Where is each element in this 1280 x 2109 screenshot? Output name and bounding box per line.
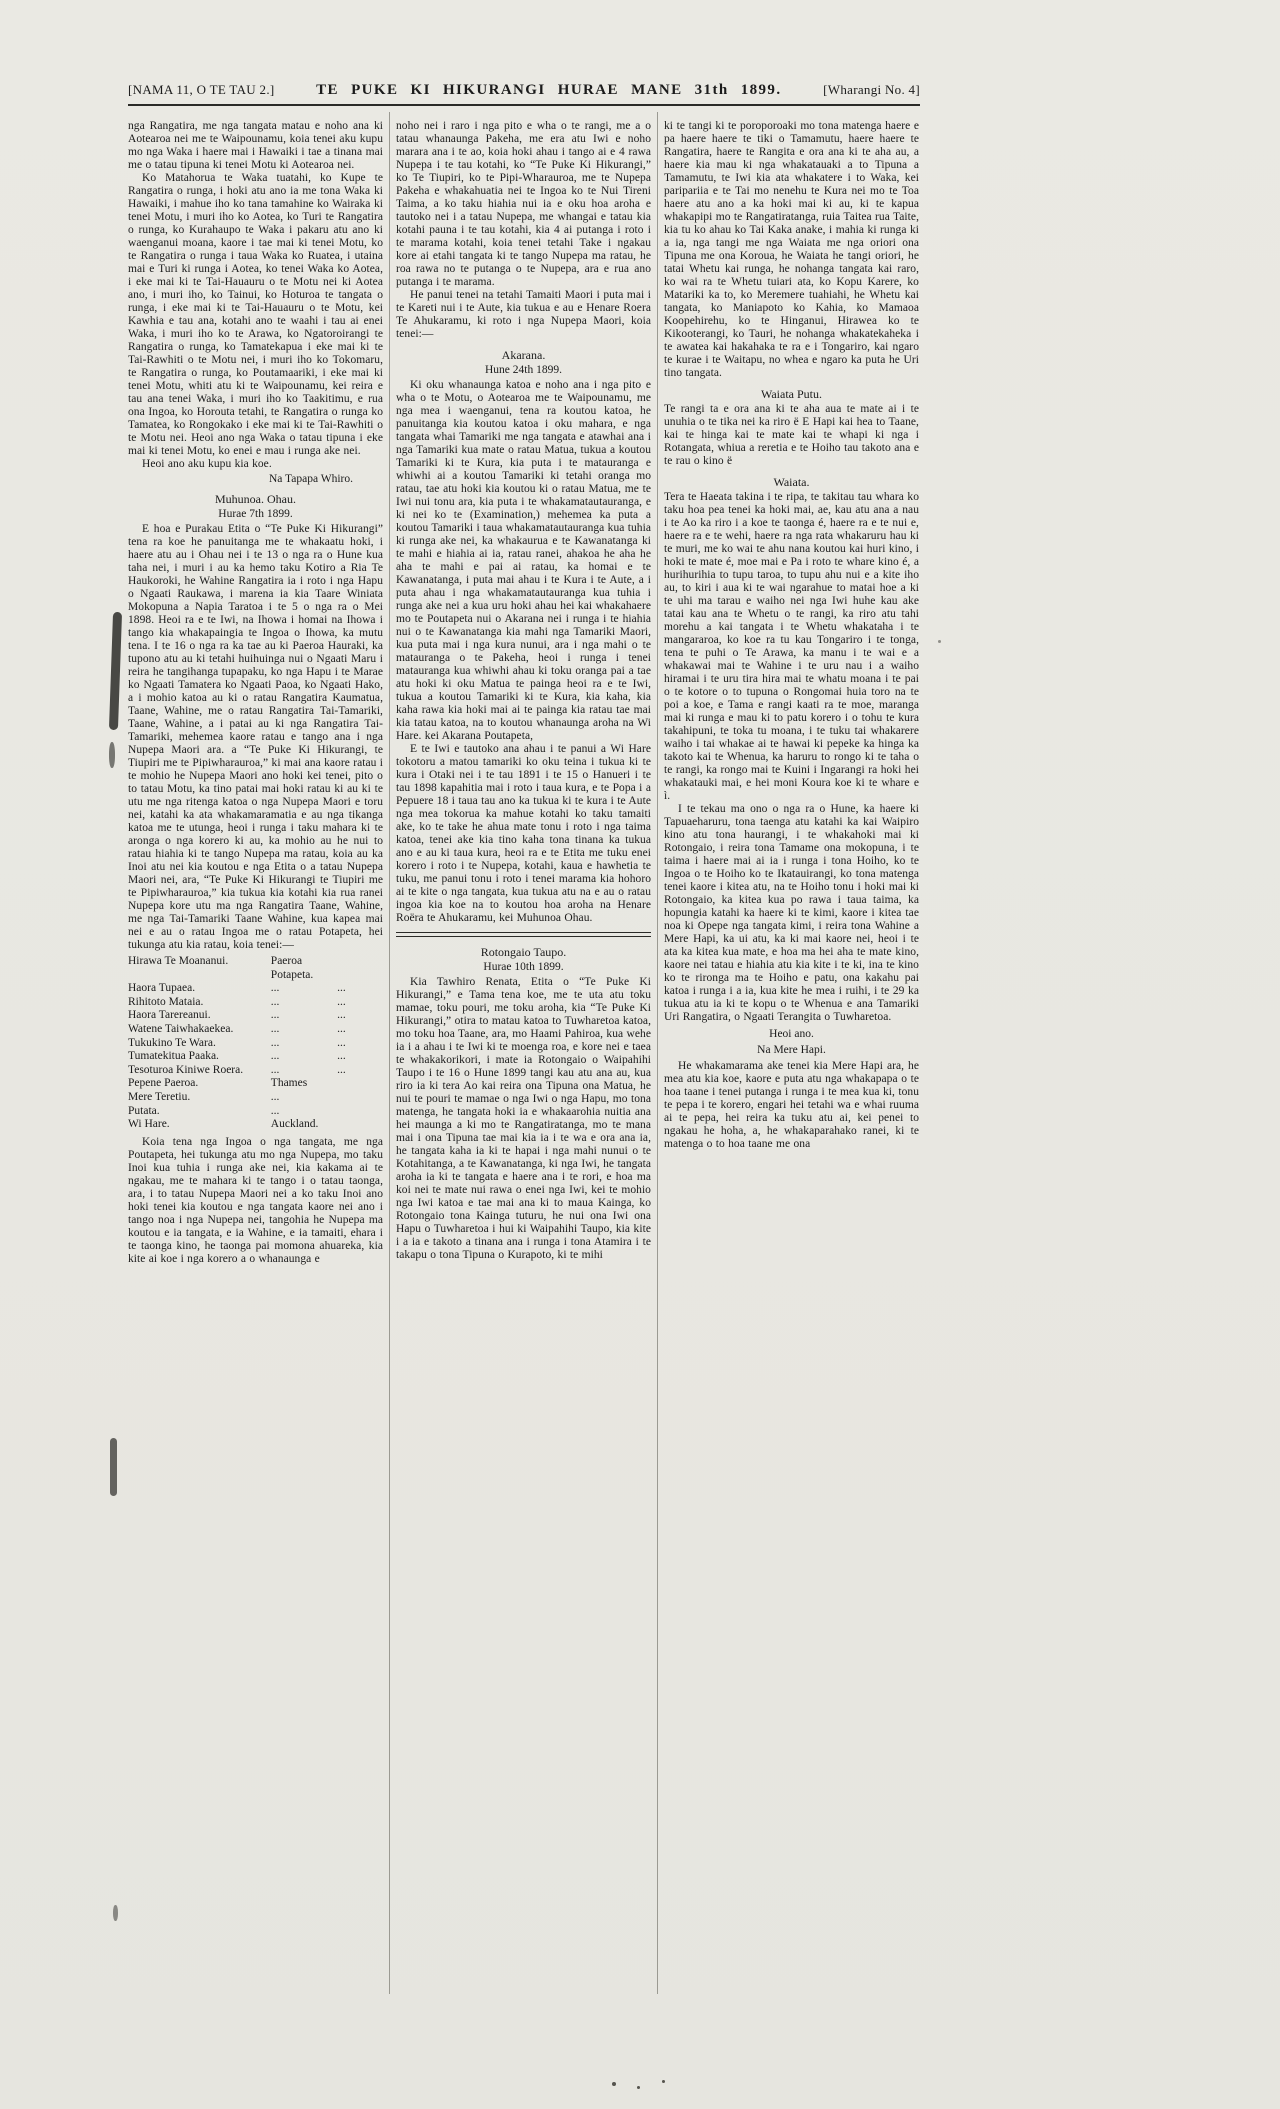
centered-line: Na Mere Hapi. [757, 1044, 826, 1056]
paragraph: Ki oku whanaunga katoa e noho ana i nga pito e wha o te Motu, o Aotearoa me te Waipounamu, me nga mea i waenganui, tena ra koutou katoa, he panuitanga kia koutou katoa i oku mahara, e nga tangata whai Tamariki me nga tangata e atawhai ana i nga Tamariki kua mate o ratau Matua, tukua a koutou Tamariki ki te Kura, kia puta i te matauranga e whiwhi ai a koutou Tamariki ki tetahi oranga mo ratau, tae atu hoki kia koutou ki o ratau Matua, me te Iwi nui tonu ara, kia puta i te whakamatautauranga, e ki nei ko te (Examination,) mehemea ka puta a koutou Tamariki i taua whakamatautauranga kua tuhia ki runga ake nei, ka whakaurua e te Kawanatanga ki te mahi e hiahia ai ia, ratau ranei, ahakoa he aha he aha te mahi e pai ai ratau, ka homai e te Kawanatanga, i puta mai ahau i te Kura i te Aute, a i puta ahau i nga whakamatautauranga kua tuhia i runga ake nei a kua uru hoki ahau hei kai whakahaere mo te Poutapeta nui o Akarana nei i runga i te hiahia nui o te Kawanatanga kia mahi nga Tamariki Maori, kua puta mai i nga kura nunui, ara i nga mahi o te matauranga o te Pakeha, heoi i runga i tenei matauranga kua whiwhi ahau ki toku oranga pai a tae atu hoki ki oku Matua te painga heoi ra e te Iwi, tukua a koutou Tamariki ki te Kura, kia kaha, kia kaha rawa kia hoki mai ai te painga kia ratau tae mai kia tatau katoa, na to koutou whanaunga aroha na Wi Hare. kei Akarana Poutapeta, [396, 379, 651, 742]
scan-artifact [113, 1905, 118, 1921]
columns [128, 112, 920, 1994]
paragraph: Ko Matahorua te Waka tuatahi, ko Kupe te Rangatira o runga, i hoki atu ano ia me tona Waka ki Hawaiki, i mahue iho ko tana tamahine ko Wairaka ki tenei Motu, i muri iho ko Aotea, ko Turi te Rangatira o runga, ko Kurahaupo te Waka i pakaru atu ano ki waenganui moana, kaore i tae mai ki tenei Motu, ko te Rangatira o runga i taua Waka ko Ruatea, i utaina mai e Turi ki runga i Aotea, ko tenei Waka ko Aotea, i eke mai ki te Tai-Hauauru o te Motu nei ki Aotea ano, i muri iho, ko Tainui, ko Hoturoa te tangata o runga, i eke mai ki te Tai-Hauauru o te Motu, kei Kawhia e tau ana, kotahi ano te waahi i tau ai enei Waka, i muri iho ko te Arawa, ko Ngatoroirangi te Rangatira o runga, ko Tamatekapua i eke mai ki te Tai-Rawhiti o te Motu nei, i muri iho ko Tokomaru, te Rangatira o runga, ko Poutamaariki, i eke mai ki tenei Motu, whiti atu ki te Waipounamu, kei reira e tau ana tenei Waka, i muri iho ko Taakitimu, e rua ona Ingoa, ko Horouta tetahi, te Rangatira o runga ko Tamatea, ko Rongokako i eke mai ki te Tai-Rawhiti o te Motu nei. Heoi ano nga Waka o tatau tipuna i eke mai ki tenei Motu, ko enei e mau i runga ake nei. [128, 172, 383, 457]
list-cell: Tukukino Te Wara. [128, 1036, 216, 1049]
scan-speck [612, 2082, 616, 2086]
list-row [128, 1077, 383, 1091]
list-row [128, 996, 383, 1010]
section-heading: Muhunoa. Ohau. [215, 492, 296, 506]
column-rule [389, 112, 390, 1994]
list-row [128, 1105, 383, 1119]
list-cell: ... [270, 982, 280, 995]
list-cell: Thames [270, 1077, 308, 1090]
name-list [128, 955, 383, 1132]
masthead [128, 82, 920, 106]
scan-artifact [109, 612, 122, 730]
paragraph: Tera te Haeata takina i te ripa, te takitau tau whara ko taku hoa pea tenei ka hoki mai, ae, kau atu ana a nau i te Ao ka riro i a koe te taonga é, haere ra e te nui e, haere ra e te wehi, haere ra nga rata whakaruru hau ki te muri, me ko wai te ahu nana koutou kai huri kino, i hoki te mate é, moe mai e Pa i roto te whare kino é, a hurihurihia to tupu taroa, to tupu ahu nui e a kite iho au, to kiri i aua ki te wai ngarahue to matai hoe a ki te uhi ma tarau e waiho nei nga Iwi huhe kau ake tatai kau ana te Whetu o te rangi, ka riro atu tahi morehu a kai tangata i te Whetu whakataha i te mangararoa, ko koe ra tu kau Tongariro i te tonga, tena te puhi o Te Arawa, ka manu i te wai e a whakawai mai te Wahine i te uru nau i a waiho hiramai i te uru tira hira mai te whatu moana i te pai o te kotore o to tupuna o Rongomai huia toro na te poi a koe, e Tama e rangi kaati ra te moe, maranga mai ki runga e mau ki to patu korero i o tohu te kura takahipuni, te toka tu moana, i te tuku tai whakarere waiho i tai whakae ai te hawai ki pepeke ka hinga ka takoto kai te Whenua, ka haruru to rongo ki te taha o te rangi, ka rongo mai te Kuini i Ingarangi ra hoki hei whakatauki mai, e hei moni Koura koe ki te whare e ì. [664, 491, 919, 802]
paragraph: nga Rangatira, me nga tangata matau e noho ana ki Aotearoa nei me te Waipounamu, koia tenei aku kupu mo nga Waka i haere mai i Hawaiki i tae a tinana mai me o tatau tipuna ki tenei Motu ki Aotearoa nei. [128, 120, 383, 171]
section-heading: Akarana. [501, 348, 546, 362]
list-cell: Haora Tarereanui. [128, 1009, 211, 1022]
column-2 [396, 112, 651, 1262]
list-cell: ... [270, 1063, 280, 1076]
list-cell: Hirawa Te Moananui. [128, 955, 229, 967]
list-row [128, 1009, 383, 1023]
list-cell: Tumatekitua Paaka. [128, 1050, 219, 1063]
paragraph: Te rangi ta e ora ana ki te aha aua te mate ai i te unuhia o te tika nei ka riro ë E Hapi kai hea to Taane, kai te hinga kai te mate kai te whapi ki nga i Rotangata, whiua a reretia e te Hoiho tau takoto ana e te rau o kino ë [664, 403, 919, 467]
list-cell: Putata. [128, 1104, 160, 1117]
list-cell: ... [337, 1022, 346, 1035]
list-cell: Mere Teretiu. [128, 1090, 191, 1103]
list-cell: ... [270, 1104, 280, 1117]
list-cell: Tesoturoa Kiniwe Roera. [128, 1063, 244, 1076]
list-cell [337, 1118, 383, 1132]
list-cell: ... [270, 995, 280, 1008]
list-cell: ... [337, 1009, 346, 1022]
page-number: [Wharangi No. 4] [823, 82, 920, 97]
dateline: Hurae 7th 1899. [218, 508, 293, 520]
list-cell: Rihitoto Mataia. [128, 995, 204, 1008]
list-cell: Wi Hare. [128, 1118, 170, 1131]
list-cell [337, 955, 383, 982]
paragraph: I te tekau ma ono o nga ra o Hune, ka haere ki Tapuaeharuru, tona taenga atu katahi ka kai Waipiro kino atu tona haurangi, i te whakahoki mai ki Rotongaio, i reira tona Tamame ona mokopuna, i te taima i haere mai ai ia i runga i tona Hoiho, ko te Ingoa o te Hoiho ko te Ikatauirangi, ko tona matenga tenei kaore i kitea atu, na te Hoiho tonu i hoki mai ki Rotongaio, ka kitea kua po rawa i taua taima, ka hopungia katahi ka haere ki te kimi, kaore i kitea tae noa ki Opepe nga tangata kimi, i reira tona Wahine a Mere Hapi, ka ui atu, ka ki mai kaore nei, heoi i te ata ka kitea kua mate, e hoa ma hei aha te mate kino, kaore nei tatau e hiahia atu kia kite i te ki, ina te kino ko te rironga ma te Hoiho e patu, ona kakahu pai katoa i runga i a ia, kua kite he mea i ruihi, i te 29 ka tukua atu ia ki te kopu o te Whenua e ana Tamariki Uri Rangatira, o Ngaati Terangita o Tuwharetoa. [664, 803, 919, 1023]
list-cell: Haora Tupaea. [128, 982, 196, 995]
list-cell: ... [337, 1050, 346, 1063]
newspaper-title: TE PUKE KI HIKURANGI HURAE MANE 31th 1899. [316, 82, 782, 98]
list-row [128, 1023, 383, 1037]
scan-artifact [110, 1438, 117, 1496]
scan-speck [662, 2080, 665, 2083]
list-cell: ... [337, 1063, 346, 1076]
list-row [128, 982, 383, 996]
scan-artifact [109, 742, 115, 768]
dateline: Hurae 10th 1899. [483, 961, 564, 973]
list-cell [337, 1077, 383, 1091]
list-row [128, 1050, 383, 1064]
paragraph: ki te tangi ki te poroporoaki mo tona matenga haere e pa haere haere te tiki o Tamamutu, haere haere te Rangatira, haere te Rangita e ora ana ki te aha au, a haere kia mau ki nga whakatauaki a to Tipuna a Tamamutu, te Iwi kia ata whakatere i to Waka, kei paripariia e te Tai mo nenehu te Kura nei mo te Toa haere atu ano a ka hoki mai ki au, ki te kapua whakapipi mo te Rangatiratanga, ruia Taitea rua Taite, kia tu ko ahau ko Tai Kaka anake, i mahia ki runga ki a ia, nga tangi me nga Waiata me nga oriori ona Tipuna me ona Koroua, he Waiata he tangi oriori, he tatai Whetu kai runga, he nohanga tangata kai raro, ko wai ra te Whetu tuiari ata, ko Kopu Karere, ko Matariki ka to, ko Meremere tuahiahi, he Whetu kai tangata, ko Maniapoto ko Kahia, ko Mamaoa Koopehirehu, ko te Hinganui, Hirawea ko te Kikooterangi, ko Tauri, he nohanga whakatekaheka i te awatea kai hakahaka te ra e i Tongariro, kai ngaro te kurae i te Waitapu, no whea e ngaro ka puta he Uri tino tangata. [664, 120, 919, 379]
paragraph: noho nei i raro i nga pito e wha o te rangi, me a o tatau whanaunga Pakeha, me era atu Iwi e noho marara ana i te ao, koia hoki ahau i tango ai e 4 rawa Nupepa i te tau kotahi, ko “Te Puke Ki Hikurangi,” ko Te Tiupiri, ko te Pipi-Wharauroa, me te Nupepa Pakeha e whakahuatia nei te Ingoa ko te Nui Tireni Taima, a ko taku hiahia nui ia e oku hoa aroha e tautoko nei i a tatau Nupepa, me whangai e tatau kia kotahi pauna i te tau kotahi, kia 4 ai putanga i roto i te marama kotahi, koia tenei tetahi Take i ngakau kore ai etahi tangata ki te tango Nupepa ma ratau, he roa rawa no te putanga o te Nupepa, ara e rua ano putanga i te marama. [396, 120, 651, 288]
list-cell: Pepene Paeroa. [128, 1077, 199, 1090]
dateline: Hune 24th 1899. [485, 364, 562, 376]
paragraph: He whakamarama ake tenei kia Mere Hapi ara, he mea atu kia koe, kaore e puta atu nga whakapapa o te hoa taane i tenei putanga i runga i te mea kua ki, tonu te pepa i te korero, engari hei tetahi wa e whai ruuma ai te pepa, hei reira ka tuku atu ai, kei penei to ngakau he hoha, a, he whakaparahako ranei, ki te matenga o to hoa taane me ona [664, 1060, 919, 1150]
list-row [128, 1091, 383, 1105]
list-cell: ... [270, 1009, 280, 1022]
list-cell: Watene Taiwhakaekea. [128, 1022, 234, 1035]
column-3 [664, 112, 919, 1151]
paragraph: E te Iwi e tautoko ana ahau i te panui a Wi Hare tokotoru a matou tamariki ko oku teina i tukua ki te kura i Otaki nei i te tau 1891 i te 15 o Hanueri i te tau 1898 kapahitia mai i roto i taua kura, e te Popa i a Pepuere 18 i taua tau ano ka tukua ki te kura i te Aute nga mea tokorua ka mahue kotahi ko taku tamaiti ake, ko te take he ahua mate tonu i roto i nga taima katoa, tenei ake kia tino kaha tona tinana ka tukua ano e au ki taua kura, heoi ra e te Etita me tuku enei korero i roto i te Nupepa, kotahi, kaua e hawhetia te tuku, me panui tonu i roto i tenei marama kia hohoro ai te kite o nga tangata, kua tukua atu na e au o ratau ingoa kia koe na to koutou hoa aroha na Henare Roëra te Ahukaramu, kei Muhunoa Ohau. [396, 743, 651, 924]
section-heading: Rotongaio Taupo. [480, 945, 567, 959]
list-cell: Auckland. [270, 1118, 319, 1131]
list-cell: ... [337, 982, 346, 995]
list-cell: ... [270, 1090, 280, 1103]
list-cell [337, 1091, 383, 1105]
list-row [128, 1037, 383, 1051]
section-heading: Waiata Putu. [760, 387, 823, 401]
list-cell: ... [337, 1036, 346, 1049]
scan-speck [938, 640, 941, 643]
list-cell: ... [270, 1050, 280, 1063]
section-heading: Waiata. [773, 475, 810, 489]
list-cell: ... [337, 995, 346, 1008]
section-divider [396, 932, 651, 937]
signature: Na Tapapa Whiro. [268, 473, 353, 485]
scan-speck [637, 2086, 640, 2089]
list-cell: ... [270, 1022, 280, 1035]
list-cell: Paeroa Potapeta. [270, 955, 314, 981]
list-cell [337, 1105, 383, 1119]
centered-line: Heoi ano. [769, 1028, 814, 1040]
list-row [128, 1064, 383, 1078]
paragraph: Heoi ano aku kupu kia koe. [142, 458, 272, 470]
paragraph: Koia tena nga Ingoa o nga tangata, me nga Poutapeta, hei tukunga atu mo nga Nupepa, mo taku Inoi kua tuhia i runga ake nei, kia kakama ai te ngakau, me te mahara ki te tango i o tatau taonga, ara, i to tatau Nupepa Maori nei a ko taku Inoi ano hoki tenei kia koutou e nga tangata kaore nei ano i tango noa i nga Nupepa nei, tangohia he Nupepa ma koutou e ia tangata, e ia Wahine, e ia tamaiti, ehara i te taonga kino, he taonga pai momona ahuareka, kia kite ai koe i nga korero a o whanaunga e [128, 1135, 383, 1265]
paragraph: He panui tenei na tetahi Tamaiti Maori i puta mai i te Kareti nui i te Aute, kia tukua e au e Henare Roera Te Ahukaramu, ki roto i nga Nupepa Maori, koia tenei:— [396, 289, 651, 340]
list-row [128, 955, 383, 982]
list-cell: ... [270, 1036, 280, 1049]
column-1 [128, 112, 383, 1266]
column-rule [657, 112, 658, 1994]
list-row [128, 1118, 383, 1132]
issue-number: [NAMA 11, O TE TAU 2.] [128, 82, 275, 97]
paragraph: Kia Tawhiro Renata, Etita o “Te Puke Ki Hikurangi,” e Tama tena koe, me te uta atu toku mamae, toku pouri, me toku aroha, kia “Te Puke Ki Hikurangi,” otira to matau katoa to Tuwharetoa katoa, mo toku hoa Taane, ara, mo Haami Pahiroa, kua wehe ia i a ahau i te Iwi ki te moenga roa, e kore nei e taea te whakakorikori, i mate ia Rotongaio o Waipahihi Taupo i te 16 o Hune 1899 tangi kau atu ana au, kua riro ia ki tera Ao kai reira ona Tipuna ona Matua, he nui te pouri te mamae o nga Iwi o nga Hapu, mo tona matenga, he tangata hoki ia e whakaarohia nuitia ana hei maunga a ki mo te Rangatiratanga, mo te mana mai i ona Tipuna tae mai kia ia i te wa e ora ana ia, he tangata kaha ia ki te hapai i nga mahi nunui o te Kotahitanga, a te Kawanatanga, ki nga Iwi, he tangata aroha ia ki te tangata e haere ana i te rori, e hoa ma koi nei te mate nui rawa o enei nga Iwi, kei te mohio nga Iwi katoa e tae mai ana ki to maua Kainga, ko Rotongaio tona Kainga tuturu, he nui ona Iwi ona Hapu o Tuwharetoa i hui ki Waipahihi Taupo, kia kite i a ia e takoto a tinana ana i runga i tona Atamira i te takapu o tona Tipuna o Kurapoto, ki te mihi [396, 976, 651, 1261]
paragraph: E hoa e Purakau Etita o “Te Puke Ki Hikurangi” tena ra koe he panuitanga me te whakaatu hoki, i haere atu au i Ohau nei i te 13 o nga ra o Hune kua taha nei, i muri i au ka hemo taku Kotiro a Ria Te Haukoroki, he Wahine Rangatira ia i roto i nga Hapu o Ngaati Raukawa, i marena ia kia Taare Winiata Mokopuna a Napia Taratoa i te 5 o nga ra o Mei 1898. Heoi ra e te Iwi, na Ihowa i homai na Ihowa i tango kia whakapaingia te Ingoa o Ihowa, ka mutu tena. I te 16 o nga ra ka tae au ki Paeroa Hauraki, ka tupono atu au ki tetahi huihuinga nui o Ngaati Maru i reira he tangihanga tupapaku, ko nga Hapu i te Marae ko Ngaati Tamatera ko Ngaati Paoa, ko Ngaati Hako, a i mohio katoa au ki o ratau Rangatira Kaumatua, Taane, Wahine, me o ratau Rangatira Tai-Tamariki, Taane, Wahine, a i patai au ki nga Rangatira Tai-Tamariki, mehemea kaore ratau e tango ana i nga Nupepa Maori ara. a “Te Puke Ki Hikurangi, te Tiupiri me te Pipiwharauroa,” ki mai ana kaore ratau i te mohio he Nupepa Maori ano hoki kei tenei, pito o to tatau Motu, ka tino patai mai hoki ratau ki au ki te utu me nga ritenga katoa o nga Nupepa Maori e toru nei, katahi ka ata whakamaramatia e au nga tikanga katoa me te utunga, heoi i runga i taku mahara ki te aronga o nga korero ki au, ka mohio au he nui to ratau hiahia ki te tango Nupepa ma ratau, koia au ka Inoi atu nei kia koutou e nga Etita o a tatau Nupepa Maori nei, ara, “Te Puke Ki Hikurangi te Tiupiri me te Pipiwharauroa,” kia tukua kia kotahi kia rua ranei Nupepa kore utu ma nga Rangatira Taane, Wahine, me nga Tai-Tamariki Taane Wahine, kua kapea mai nei e au o ratau Ingoa me o ratau Potapeta, hei tukunga atu kia ratau, koia tenei:— [128, 523, 383, 951]
